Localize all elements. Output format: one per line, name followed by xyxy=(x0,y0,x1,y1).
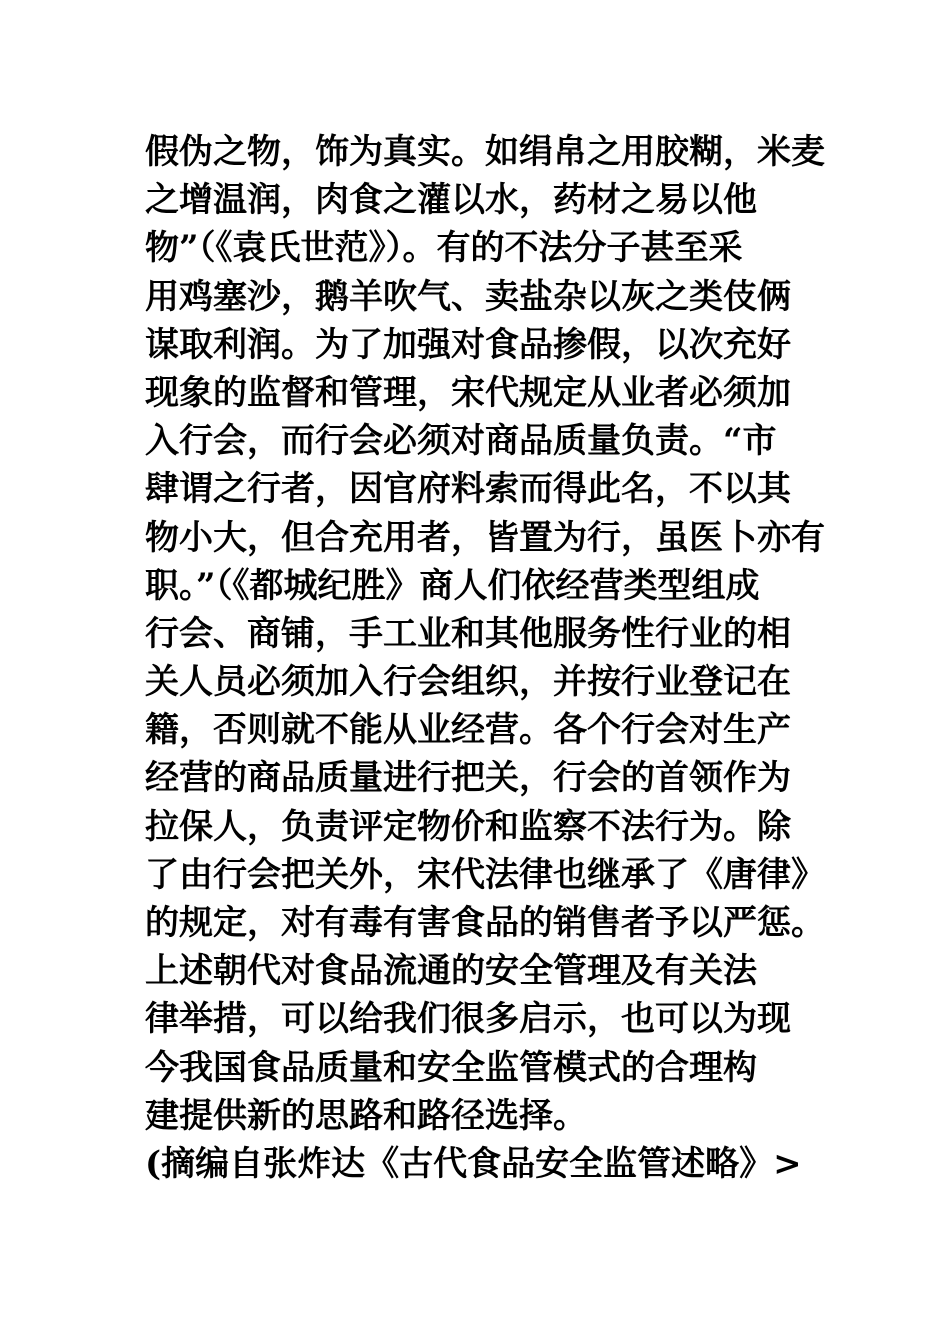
text-line: 入行会，而行会必须对商品质量负责。“市 xyxy=(145,421,777,462)
text-line: 籍，否则就不能从业经营。各个行会对生产 xyxy=(145,710,791,751)
text-line: 律举措，可以给我们很多启示，也可以为现 xyxy=(145,999,791,1040)
text-line: 拉保人，负责评定物价和监察不法行为。除 xyxy=(145,806,791,847)
text-line: 今我国食品质量和安全监管模式的合理构 xyxy=(145,1047,757,1088)
text-line: 肆谓之行者，因官府料索而得此名，不以其 xyxy=(145,469,791,510)
source-citation: (摘编自张炸达《古代食品安全监管述略》> xyxy=(145,1143,802,1184)
text-line: 谋取利润。为了加强对食品掺假，以次充好 xyxy=(145,324,791,365)
text-line: 关人员必须加入行会组织，并按行业登记在 xyxy=(145,662,791,703)
text-line: 行会、商铺，手工业和其他服务性行业的相 xyxy=(145,613,791,654)
text-line: 上述朝代对食品流通的安全管理及有关法 xyxy=(145,951,757,992)
text-line: 物”（《袁氏世范》）。有的不法分子甚至采 xyxy=(145,228,743,269)
text-line: 用鸡塞沙，鹅羊吹气、卖盐杂以灰之类伎俩 xyxy=(145,276,791,317)
text-line: 的规定，对有毒有害食品的销售者予以严惩。 xyxy=(145,903,825,943)
text-line: 现象的监督和管理，宋代规定从业者必须加 xyxy=(145,372,791,413)
text-line: 物小大，但合充用者，皆置为行，虽医卜亦有 xyxy=(145,517,825,558)
text-line: 经营的商品质量进行把关，行会的首领作为 xyxy=(145,758,791,799)
article-body xyxy=(145,128,825,1188)
text-line: 假伪之物，饰为真实。如绢帛之用胶糊，米麦 xyxy=(145,132,825,172)
text-line: 之增温润，肉食之灌以水，药材之易以他 xyxy=(145,180,757,221)
text-line: 了由行会把关外，宋代法律也继承了《唐律》 xyxy=(145,854,825,895)
text-line: 职。”（《都城纪胜》商人们依经营类型组成 xyxy=(145,565,760,606)
text-line: 建提供新的思路和路径选择。 xyxy=(145,1095,587,1136)
